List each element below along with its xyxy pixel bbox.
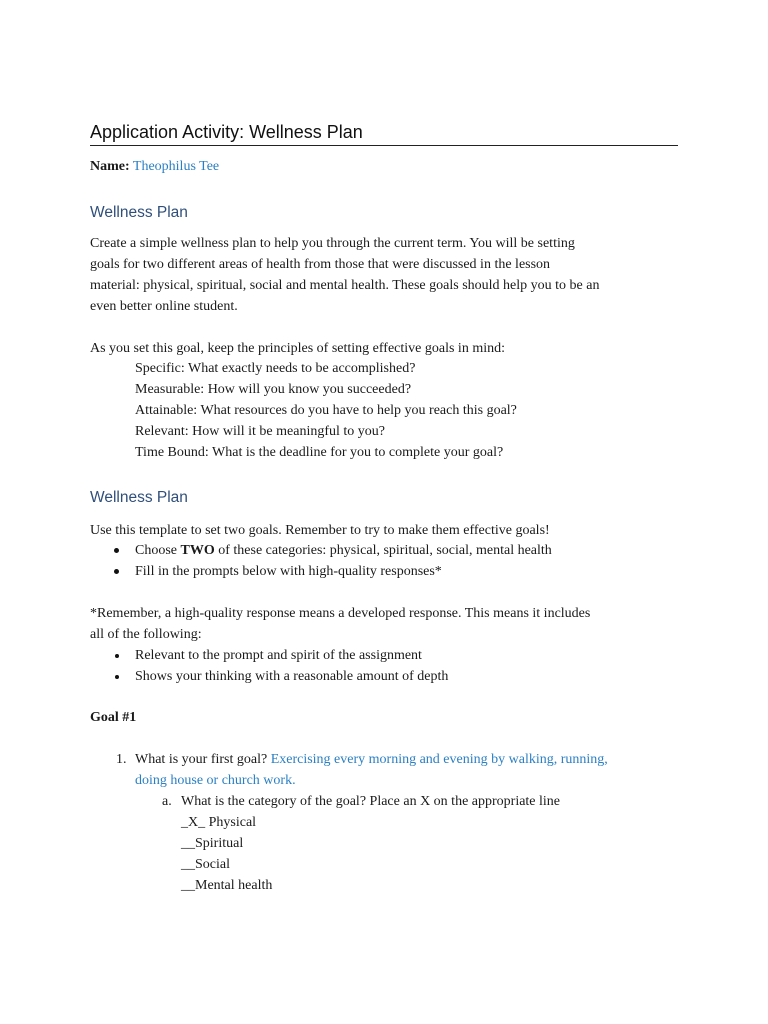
name-line (90, 157, 219, 177)
option-mental-health: __Mental health (181, 878, 273, 893)
intro-line-1: Create a simple wellness plan to help you through the current term. You will be setting (90, 236, 575, 251)
sub-question-category: What is the category of the goal? Place an X on the appropriate line (181, 794, 561, 809)
note-bullet-thinking: Shows your thinking with a reasonable amount of depth (135, 669, 449, 684)
bullet-dot (115, 675, 119, 679)
question-1-prompt: What is your first goal? (135, 752, 268, 767)
bullet-fill-prompts: Fill in the prompts below with high-quality responses* (135, 564, 442, 579)
name-label: Name: (90, 159, 130, 174)
option-spiritual: __Spiritual (181, 836, 244, 851)
bullet-dot (114, 548, 119, 553)
note-line-2: all of the following: (90, 627, 202, 642)
principle-specific: Specific: What exactly needs to be accomplished? (135, 361, 416, 376)
question-1-answer: Exercising every morning and evening by walking, running, (270, 752, 608, 767)
template-intro: Use this template to set two goals. Remember to try to make them effective goals! (90, 523, 550, 538)
bullet-text-post: of these categories: physical, spiritual, social, mental health (214, 543, 552, 558)
question-1-answer-cont: doing house or church work. (135, 773, 296, 788)
principle-measurable: Measurable: How will you know you succeeded? (135, 382, 412, 397)
principle-time-bound: Time Bound: What is the deadline for you to complete your goal? (135, 445, 504, 460)
intro-line-4: even better online student. (90, 299, 238, 314)
note-line-1: *Remember, a high-quality response means a developed response. This means it includes (90, 606, 591, 621)
intro-line-2: goals for two different areas of health from those that were discussed in the lesson (90, 257, 551, 272)
question-1 (135, 750, 608, 770)
note-bullet-relevant: Relevant to the prompt and spirit of the assignment (135, 648, 422, 663)
bullet-text-bold: TWO (180, 543, 215, 558)
intro-line-3: material: physical, spiritual, social and mental health. These goals should help you to be an (90, 278, 600, 293)
option-physical: _X_ Physical (181, 815, 257, 830)
bullet-text-pre: Choose (135, 543, 181, 558)
bullet-dot (114, 569, 119, 574)
option-social: __Social (181, 857, 230, 872)
section-heading-1: Wellness Plan (90, 204, 188, 221)
title-underline (90, 145, 678, 146)
sub-question-letter: a. (162, 794, 172, 809)
name-value: Theophilus Tee (132, 159, 220, 174)
principle-attainable: Attainable: What resources do you have to help you reach this goal? (135, 403, 517, 418)
section-heading-2: Wellness Plan (90, 489, 188, 506)
bullet-dot (115, 654, 119, 658)
goal-1-heading: Goal #1 (90, 710, 137, 725)
principle-relevant: Relevant: How will it be meaningful to you? (135, 424, 386, 439)
document-title: Application Activity: Wellness Plan (90, 122, 363, 142)
question-number: 1. (116, 752, 127, 767)
bullet-choose-two (135, 541, 552, 561)
principles-intro: As you set this goal, keep the principles of setting effective goals in mind: (90, 341, 505, 356)
